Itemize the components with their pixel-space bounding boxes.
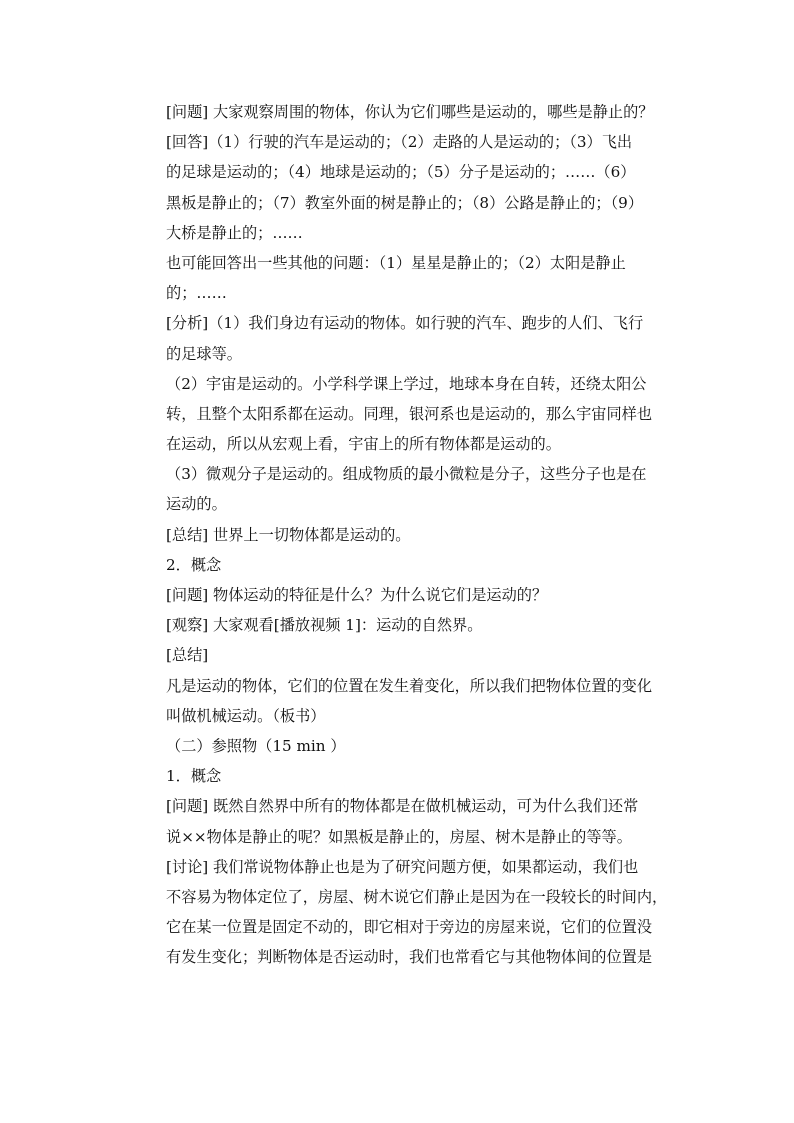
document-body bbox=[166, 97, 694, 972]
text-line: 1．概念 bbox=[166, 767, 222, 786]
text-line: [讨论] 我们常说物体静止也是为了研究问题方便，如果都运动，我们也 bbox=[166, 857, 639, 876]
text-line: 黑板是静止的；（7）教室外面的树是静止的；（8）公路是静止的；（9） bbox=[166, 193, 644, 212]
text-line: 的；…… bbox=[166, 284, 227, 303]
text-line: （3）微观分子是运动的。组成物质的最小微粒是分子，这些分子也是在 bbox=[166, 465, 647, 484]
text-line: [问题] 物体运动的特征是什么？为什么说它们是运动的？ bbox=[166, 586, 548, 604]
text-line: [问题] 大家观察周围的物体，你认为它们哪些是运动的，哪些是静止的？ bbox=[166, 103, 654, 121]
text-line: [回答]（1）行驶的汽车是运动的；（2）走路的人是运动的；（3）飞出 bbox=[166, 133, 633, 152]
text-line: 也可能回答出一些其他的问题：（1）星星是静止的；（2）太阳是静止 bbox=[166, 253, 626, 272]
text-line: [分析]（1）我们身边有运动的物体。如行驶的汽车、跑步的人们、飞行 bbox=[166, 314, 644, 333]
text-line: 的足球等。 bbox=[166, 344, 242, 363]
text-line: [总结] bbox=[166, 646, 209, 665]
text-line: 转，且整个太阳系都在运动。同理，银河系也是运动的，那么宇宙同样也 bbox=[166, 404, 652, 423]
text-line: 有发生变化；判断物体是否运动时，我们也常看它与其他物体间的位置是 bbox=[166, 948, 652, 967]
text-line: 大桥是静止的；…… bbox=[166, 223, 303, 242]
text-line: （2）宇宙是运动的。小学科学课上学过，地球本身在自转，还绕太阳公 bbox=[166, 374, 647, 393]
text-line: （二）参照物（15 min ） bbox=[166, 736, 346, 755]
text-line: [总结] 世界上一切物体都是运动的。 bbox=[166, 525, 411, 544]
text-line: 2．概念 bbox=[166, 555, 222, 574]
text-line: [问题] 既然自然界中所有的物体都是在做机械运动，可为什么我们还常 bbox=[166, 797, 639, 816]
text-line: 它在某一位置是固定不动的，即它相对于旁边的房屋来说，它们的位置没 bbox=[166, 918, 652, 937]
text-line: 说××物体是静止的呢？如黑板是静止的，房屋、树木是静止的等等。 bbox=[166, 827, 632, 846]
text-line: 不容易为物体定位了，房屋、树木说它们静止是因为在一段较长的时间内， bbox=[166, 887, 668, 906]
text-line: [观察] 大家观看[播放视频 1]：运动的自然界。 bbox=[166, 616, 483, 635]
text-line: 的足球是运动的；（4）地球是运动的；（5）分子是运动的；……（6） bbox=[166, 163, 636, 182]
text-line: 在运动，所以从宏观上看，宇宙上的所有物体都是运动的。 bbox=[166, 435, 561, 454]
text-line: 运动的。 bbox=[166, 495, 227, 514]
text-line: 凡是运动的物体，它们的位置在发生着变化，所以我们把物体位置的变化 bbox=[166, 676, 652, 695]
text-line: 叫做机械运动。（板书） bbox=[166, 706, 326, 725]
